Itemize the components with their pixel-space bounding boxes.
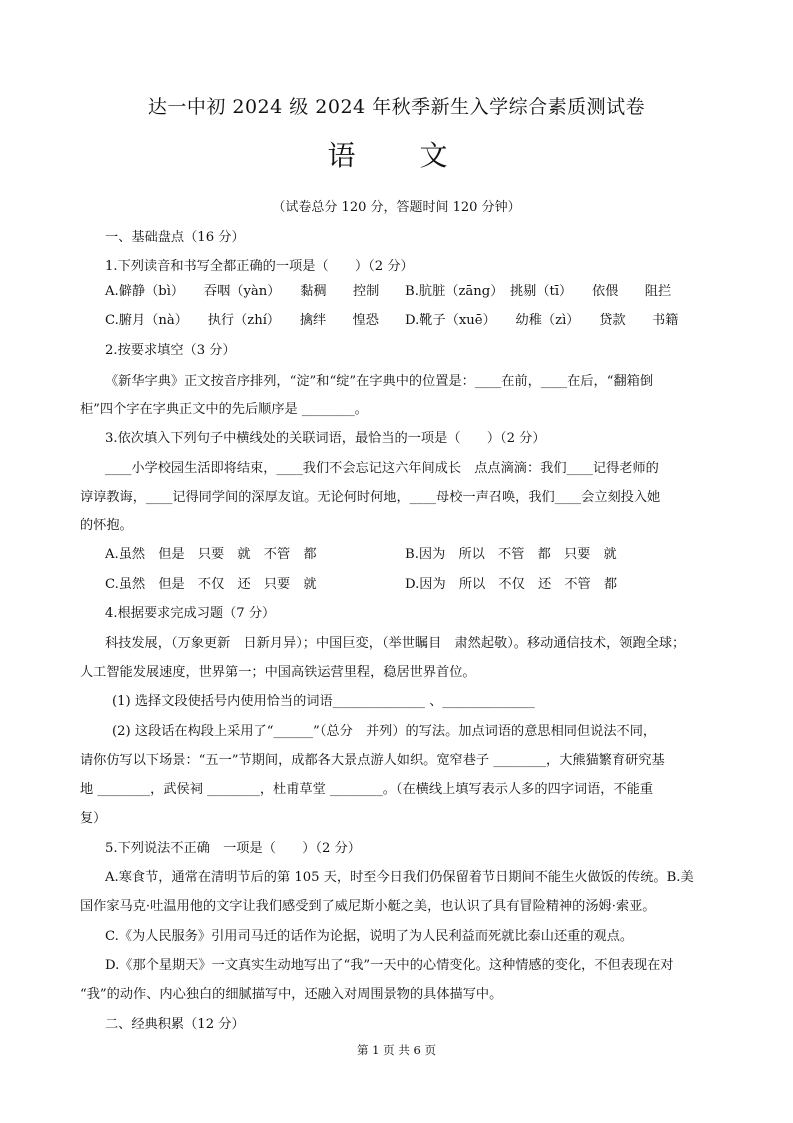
question-5-option-d-line-2: “我”的动作、内心独白的细腻描写中，还融入对周围景物的具体描写中。: [80, 987, 503, 1002]
question-1-option-d: D.靴子（xuē） 幼稚（zì） 贷款 书籍: [405, 313, 679, 328]
question-3-stem: 3.依次填入下列句子中横线处的关联词语，最恰当的一项是（ ）（2 分）: [105, 431, 546, 446]
question-2-stem: 2.按要求填空（3 分）: [105, 343, 236, 358]
question-4-part-2-line-2: 请你仿写以下场景：“五一”节期间，成都各大景点游人如织。宽窄巷子 ________，大熊猫繁育研究基: [80, 753, 665, 768]
question-1-option-c: C.腑月（nà） 执行（zhí） 擒绊 惶恐: [105, 313, 379, 328]
question-1-option-b: B.肮脏（zāng） 挑剔（tī） 依偎 阻拦: [405, 284, 672, 299]
question-2-text-line-2: 柜”四个字在字典正文中的先后顺序是 ________。: [80, 402, 368, 417]
subject-title: 语 文: [327, 139, 466, 172]
question-4-stem: 4.根据要求完成习题（7 分）: [105, 606, 276, 621]
question-5-stem: 5.下列说法不正确 一项是（ ）（2 分）: [105, 841, 361, 856]
question-3-text-line-1: ____小学校园生活即将结束，____我们不会忘记这六年间成长 点点滴滴：我们____记得老师的: [105, 461, 659, 476]
question-4-part-2-line-3: 地 ________，武侯祠 ________，杜甫草堂 ________。（在横线上填写表示人多的四字词语，不能重: [80, 782, 654, 797]
page-number: 第 1 页 共 6 页: [357, 1043, 436, 1057]
question-5-option-c: C.《为人民服务》引用司马迁的话作为论据，说明了为人民利益而死就比泰山还重的观点。: [105, 929, 634, 944]
question-3-option-a: A.虽然 但是 只要 就 不管 都: [105, 547, 317, 562]
exam-title: 达一中初 2024 级 2024 年秋季新生入学综合素质测试卷: [147, 96, 646, 118]
question-2-text-line-1: 《新华字典》正文按音序排列，“淀”和“绽”在字典中的位置是：____在前，____在后，“翻箱倒: [105, 374, 654, 389]
question-4-part-2: (2) 这段话在构段上采用了“______”（总分 并列）的写法。加点词语的意思相同但说法不同，: [112, 724, 657, 739]
question-4-passage-line-2: 人工智能发展速度，世界第一；中国高铁运营里程，稳居世界首位。: [80, 665, 476, 680]
question-5-option-a-line-2: 国作家马克·吐温用他的文字让我们感受到了威尼斯小艇之美，也认识了具有冒险精神的汤姆·索亚。: [80, 899, 656, 914]
exam-note: （试卷总分 120 分，答题时间 120 分钟）: [272, 200, 521, 215]
question-5-option-d-line-1: D.《那个星期天》一文真实生动地写出了“我”一天中的心情变化。这种情感的变化，不但表现在对: [105, 958, 674, 973]
question-5-option-a-line-1: A.寒食节，通常在清明节后的第 105 天，时至今日我们仍保留着节日期间不能生火做饭的传统。B.美: [105, 870, 694, 885]
question-3-text-line-3: 的怀抱。: [80, 518, 133, 533]
question-4-passage-line-1: 科技发展，（万象更新 日新月异）；中国巨変，（举世瞩目 肃然起敬）。移动通信技术，领跑全球；: [105, 636, 686, 651]
question-3-option-c: C.虽然 但是 不仅 还 只要 就: [105, 577, 317, 592]
question-4-part-1: (1) 选择文段使括号内使用恰当的词语______________ 、______________: [112, 694, 535, 709]
question-1-option-a: A.僻静（bì） 吞咽（yàn） 黏稠 控制: [105, 284, 380, 299]
question-3-option-b: B.因为 所以 不管 都 只要 就: [405, 547, 617, 562]
question-3-text-line-2: 谆谆教诲，____记得同学间的深厚友谊。无论何时何地，____母校一声召唤，我们____会立刻投入她: [80, 490, 661, 505]
question-3-option-d: D.因为 所以 不仅 还 不管 都: [405, 577, 618, 592]
section-heading-2: 二、经典积累（12 分）: [105, 1017, 245, 1032]
question-1-stem: 1.下列读音和书写全都正确的一项是（ ）（2 分）: [105, 259, 414, 274]
question-4-part-2-line-4: 复）: [80, 811, 107, 826]
section-heading-1: 一、基础盘点（16 分）: [105, 230, 245, 245]
